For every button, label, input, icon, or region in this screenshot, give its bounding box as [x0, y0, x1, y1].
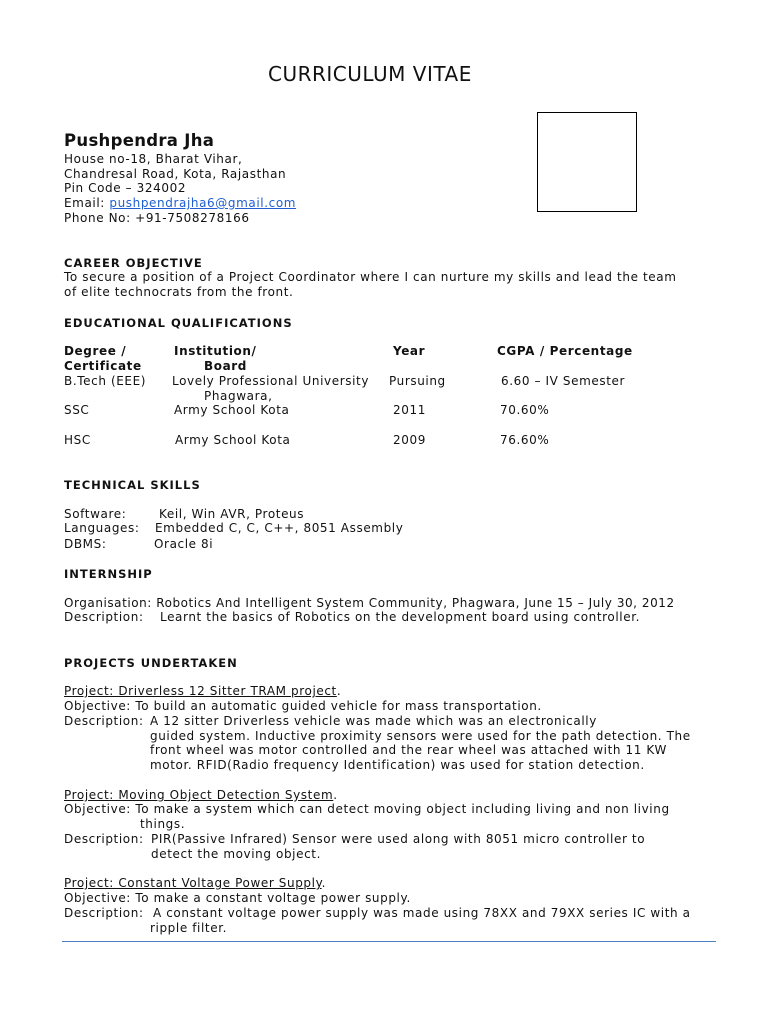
phone-number: Phone No: +91-7508278166 — [64, 211, 250, 225]
project-3-objective: Objective: To make a constant voltage power supply. — [64, 891, 411, 905]
col-header-degree-2: Certificate — [64, 359, 142, 373]
project-3-title-row — [64, 876, 326, 891]
col-header-cgpa: CGPA / Percentage — [497, 344, 633, 358]
photo-box — [537, 112, 637, 212]
candidate-name: Pushpendra Jha — [64, 131, 215, 150]
edu-row-1-institution-2: Phagwara, — [204, 389, 273, 403]
project-2-title-row — [64, 788, 338, 803]
career-objective-line-2: of elite technocrats from the front. — [64, 285, 294, 299]
education-heading: EDUCATIONAL QUALIFICATIONS — [64, 316, 293, 330]
internship-organisation: Organisation: Robotics And Intelligent System Community, Phagwara, June 15 – July 30, 2012 — [64, 596, 675, 610]
project-1-title-period: . — [336, 684, 342, 698]
page-title: CURRICULUM VITAE — [268, 62, 472, 86]
internship-description-label: Description: — [64, 610, 144, 624]
dbms-label: DBMS: — [64, 537, 107, 551]
project-1-description-1: A 12 sitter Driverless vehicle was made which was an electronically — [150, 714, 597, 728]
project-2-objective-1: Objective: To make a system which can detect moving object including living and non living — [64, 802, 670, 816]
software-label: Software: — [64, 507, 127, 521]
dbms-value: Oracle 8i — [154, 537, 214, 551]
edu-row-2-institution: Army School Kota — [174, 403, 290, 417]
project-1-title: Project: Driverless 12 Sitter TRAM project — [64, 684, 337, 698]
project-2-objective-2: things. — [140, 817, 186, 831]
col-header-year: Year — [393, 344, 426, 358]
edu-row-2-score: 70.60% — [500, 403, 550, 417]
pin-code: Pin Code – 324002 — [64, 181, 187, 195]
project-1-description-3: front wheel was motor controlled and the rear wheel was attached with 11 KW — [150, 743, 667, 757]
career-objective-heading: CAREER OBJECTIVE — [64, 256, 203, 270]
languages-label: Languages: — [64, 521, 140, 535]
project-3-title-period: . — [321, 876, 327, 890]
edu-row-2-degree: SSC — [64, 403, 90, 417]
address-line-2: Chandresal Road, Kota, Rajasthan — [64, 167, 287, 181]
col-header-institution-1: Institution/ — [174, 344, 257, 358]
edu-row-3-degree: HSC — [64, 433, 91, 447]
footer-divider — [62, 941, 716, 942]
project-3-title: Project: Constant Voltage Power Supply — [64, 876, 322, 890]
email-link[interactable]: pushpendrajha6@gmail.com — [109, 196, 297, 210]
technical-skills-heading: TECHNICAL SKILLS — [64, 478, 201, 492]
project-2-description-2: detect the moving object. — [151, 847, 322, 861]
edu-row-2-year: 2011 — [393, 403, 426, 417]
project-3-description-2: ripple filter. — [150, 921, 228, 935]
address-line-1: House no-18, Bharat Vihar, — [64, 152, 243, 166]
project-2-description-label: Description: — [64, 832, 144, 846]
project-1-title-row — [64, 684, 341, 699]
col-header-institution-2: Board — [204, 359, 247, 373]
email-label: Email: — [64, 196, 110, 210]
internship-description: Learnt the basics of Robotics on the development board using controller. — [160, 610, 641, 624]
edu-row-3-score: 76.60% — [500, 433, 550, 447]
project-2-description-1: PIR(Passive Infrared) Sensor were used along with 8051 micro controller to — [151, 832, 646, 846]
edu-row-1-year: Pursuing — [389, 374, 446, 388]
edu-row-1-score: 6.60 – IV Semester — [501, 374, 626, 388]
internship-heading: INTERNSHIP — [64, 567, 153, 581]
project-1-objective: Objective: To build an automatic guided vehicle for mass transportation. — [64, 699, 542, 713]
project-1-description-label: Description: — [64, 714, 144, 728]
languages-value: Embedded C, C, C++, 8051 Assembly — [155, 521, 404, 535]
edu-row-1-degree: B.Tech (EEE) — [64, 374, 147, 388]
col-header-degree-1: Degree / — [64, 344, 127, 358]
edu-row-3-year: 2009 — [393, 433, 426, 447]
email-row — [64, 196, 296, 211]
career-objective-line-1: To secure a position of a Project Coordinator where I can nurture my skills and lead the team — [64, 270, 677, 284]
project-2-title-period: . — [333, 788, 338, 802]
project-1-description-4: motor. RFID(Radio frequency Identification) was used for station detection. — [150, 758, 645, 772]
project-2-title: Project: Moving Object Detection System — [64, 788, 334, 802]
edu-row-1-institution: Lovely Professional University — [172, 374, 370, 388]
projects-heading: PROJECTS UNDERTAKEN — [64, 656, 238, 670]
software-value: Keil, Win AVR, Proteus — [159, 507, 305, 521]
project-3-description-1: A constant voltage power supply was made using 78XX and 79XX series IC with a — [153, 906, 691, 920]
edu-row-3-institution: Army School Kota — [175, 433, 291, 447]
project-3-description-label: Description: — [64, 906, 144, 920]
project-1-description-2: guided system. Inductive proximity sensors were used for the path detection. The — [150, 729, 691, 743]
